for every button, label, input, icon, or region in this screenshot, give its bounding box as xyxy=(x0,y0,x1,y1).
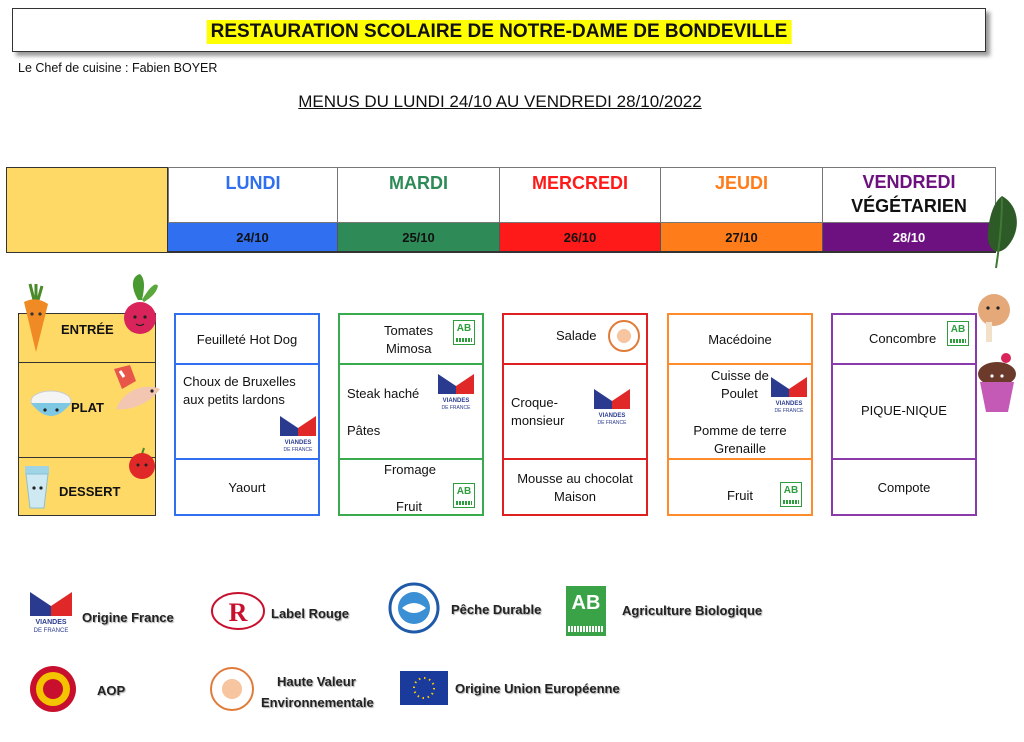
carrot-icon xyxy=(18,282,52,354)
day-header-mercredi xyxy=(500,167,661,223)
viandes-text-2: DE FRANCE xyxy=(441,405,471,411)
entree-mardi-line1: Tomates xyxy=(384,323,434,338)
apple-icon xyxy=(126,446,158,480)
date-jeudi: 27/10 xyxy=(725,230,758,245)
header-corner-cell xyxy=(6,167,168,253)
plat-lundi-line1: Choux de Bruxelles xyxy=(183,374,296,389)
legend-peche-durable: Pêche Durable xyxy=(451,602,542,617)
yogurt-icon xyxy=(22,464,52,510)
plat-mardi-line2: Pâtes xyxy=(347,423,381,438)
ab-text: AB xyxy=(571,592,601,614)
menus-period-title xyxy=(0,92,1000,112)
agriculture-bio-icon xyxy=(947,321,969,346)
day-header-vendredi xyxy=(823,167,996,223)
plat-mercredi-line1: Croque- xyxy=(511,395,558,410)
meat-fish-icon xyxy=(110,363,162,419)
dessert-lundi: Yaourt xyxy=(228,480,266,495)
viandes-de-france-icon xyxy=(767,373,811,415)
viandes-de-france-icon xyxy=(276,412,320,454)
day-name-mercredi: MERCREDI xyxy=(531,173,628,193)
viandes-text-2: DE FRANCE xyxy=(774,408,804,414)
aop-icon xyxy=(28,664,78,714)
separator xyxy=(669,458,811,460)
label-rouge-icon xyxy=(210,590,266,632)
ab-text: AB xyxy=(783,485,799,496)
plat-jeudi-line4: Grenaille xyxy=(713,441,767,456)
plat-jeudi-line1: Cuisse de xyxy=(711,368,769,383)
menu-box-vendredi xyxy=(831,313,977,516)
viandes-text-1: VIANDES xyxy=(35,619,67,626)
agriculture-bio-icon xyxy=(453,483,475,508)
day-name-jeudi: JEUDI xyxy=(714,173,768,193)
label-rouge-mark: R xyxy=(228,598,248,627)
viandes-text-1: VIANDES xyxy=(442,398,470,404)
legend-hve-line2: Environnementale xyxy=(261,695,374,710)
entree-lundi: Feuilleté Hot Dog xyxy=(196,332,298,347)
separator xyxy=(833,458,975,460)
menu-box-mercredi xyxy=(502,313,648,516)
separator xyxy=(833,363,975,365)
ab-text: AB xyxy=(456,323,472,334)
plat-vendredi: PIQUE-NIQUE xyxy=(861,403,947,418)
menu-box-jeudi xyxy=(667,313,813,516)
legend-hve-line1: Haute Valeur xyxy=(277,674,356,689)
dessert-mardi-line1: Fromage xyxy=(384,462,437,477)
day-header-lundi xyxy=(168,167,338,223)
category-entree-label: ENTRÉE xyxy=(61,322,114,337)
plat-mardi-line1: Steak haché xyxy=(347,386,420,401)
dessert-mardi-line2: Fruit xyxy=(396,499,422,514)
eu-flag-icon xyxy=(400,671,448,705)
legend-aop: AOP xyxy=(97,683,126,698)
ab-text: AB xyxy=(950,324,966,335)
viandes-text-2: DE FRANCE xyxy=(283,447,313,453)
date-cell-lundi xyxy=(168,223,338,252)
plat-lundi-line2: aux petits lardons xyxy=(183,392,285,407)
agriculture-bio-icon xyxy=(453,320,475,345)
cupcake-icon xyxy=(976,352,1018,414)
date-cell-mardi xyxy=(338,223,500,252)
entree-vendredi: Concombre xyxy=(869,331,937,346)
haute-valeur-environnementale-icon xyxy=(608,320,640,352)
entree-mardi-line2: Mimosa xyxy=(386,341,432,356)
chef-name: Le Chef de cuisine : Fabien BOYER xyxy=(18,61,218,75)
menus-period-text: MENUS DU LUNDI 24/10 AU VENDREDI 28/10/2022 xyxy=(298,92,702,111)
separator xyxy=(340,458,482,460)
viandes-text-1: VIANDES xyxy=(775,401,803,407)
viandes-text-2: DE FRANCE xyxy=(597,420,627,426)
peche-durable-icon xyxy=(388,582,440,634)
legend-label-rouge: Label Rouge xyxy=(271,606,350,621)
header-bottom-rule xyxy=(168,251,996,253)
date-cell-mercredi xyxy=(500,223,661,252)
date-cell-jeudi xyxy=(661,223,823,252)
title-banner xyxy=(12,8,986,52)
separator xyxy=(504,363,646,365)
dessert-jeudi: Fruit xyxy=(727,488,753,503)
plat-mercredi-line2: monsieur xyxy=(511,413,565,428)
separator xyxy=(176,458,318,460)
agriculture-bio-legend-icon xyxy=(566,586,606,636)
legend-agriculture-biologique: Agriculture Biologique xyxy=(622,603,763,618)
viandes-text-1: VIANDES xyxy=(284,440,312,446)
dessert-mercredi-line2: Maison xyxy=(554,489,596,504)
rice-bowl-icon xyxy=(28,385,74,425)
separator xyxy=(176,363,318,365)
date-mardi: 25/10 xyxy=(402,230,435,245)
category-plat-label: PLAT xyxy=(71,400,104,415)
day-header-jeudi xyxy=(661,167,823,223)
viandes-text-2: DE FRANCE xyxy=(33,628,69,634)
viandes-de-france-icon xyxy=(434,370,478,412)
menu-box-lundi xyxy=(174,313,320,516)
separator xyxy=(504,458,646,460)
haute-valeur-environnementale-legend-icon xyxy=(210,667,254,711)
date-mercredi: 26/10 xyxy=(563,230,597,245)
day-header-mardi xyxy=(338,167,500,223)
spinach-leaf-icon xyxy=(982,192,1024,272)
viandes-de-france-icon xyxy=(590,385,634,427)
entree-mercredi: Salade xyxy=(556,328,597,343)
dessert-mercredi-line1: Mousse au chocolat xyxy=(517,471,633,486)
day-subtitle-vegetarien: VÉGÉTARIEN xyxy=(851,196,967,216)
viandes-text-1: VIANDES xyxy=(598,413,626,419)
date-lundi: 24/10 xyxy=(236,230,269,245)
separator xyxy=(340,363,482,365)
radish-icon xyxy=(120,272,160,340)
legend-origine-union-europeenne: Origine Union Européenne xyxy=(455,681,620,696)
agriculture-bio-icon xyxy=(780,482,802,507)
day-name-vendredi: VENDREDI xyxy=(862,172,956,192)
date-cell-vendredi xyxy=(823,223,996,252)
ab-text: AB xyxy=(456,486,472,497)
plat-jeudi-line3: Pomme de terre xyxy=(693,423,787,438)
dessert-vendredi: Compote xyxy=(877,480,931,495)
day-name-mardi: MARDI xyxy=(389,173,448,193)
legend-origine-france: Origine France xyxy=(82,610,174,625)
date-vendredi: 28/10 xyxy=(892,230,926,245)
separator xyxy=(669,363,811,365)
viandes-de-france-icon xyxy=(26,588,76,634)
day-name-lundi: LUNDI xyxy=(225,173,281,193)
category-dessert-label: DESSERT xyxy=(59,484,121,499)
page-title: RESTAURATION SCOLAIRE DE NOTRE-DAME DE BONDEVILLE xyxy=(207,20,792,44)
menu-box-mardi xyxy=(338,313,484,516)
plat-jeudi-line2: Poulet xyxy=(721,386,758,401)
chicken-leg-icon xyxy=(972,290,1012,348)
entree-jeudi: Macédoine xyxy=(708,332,772,347)
